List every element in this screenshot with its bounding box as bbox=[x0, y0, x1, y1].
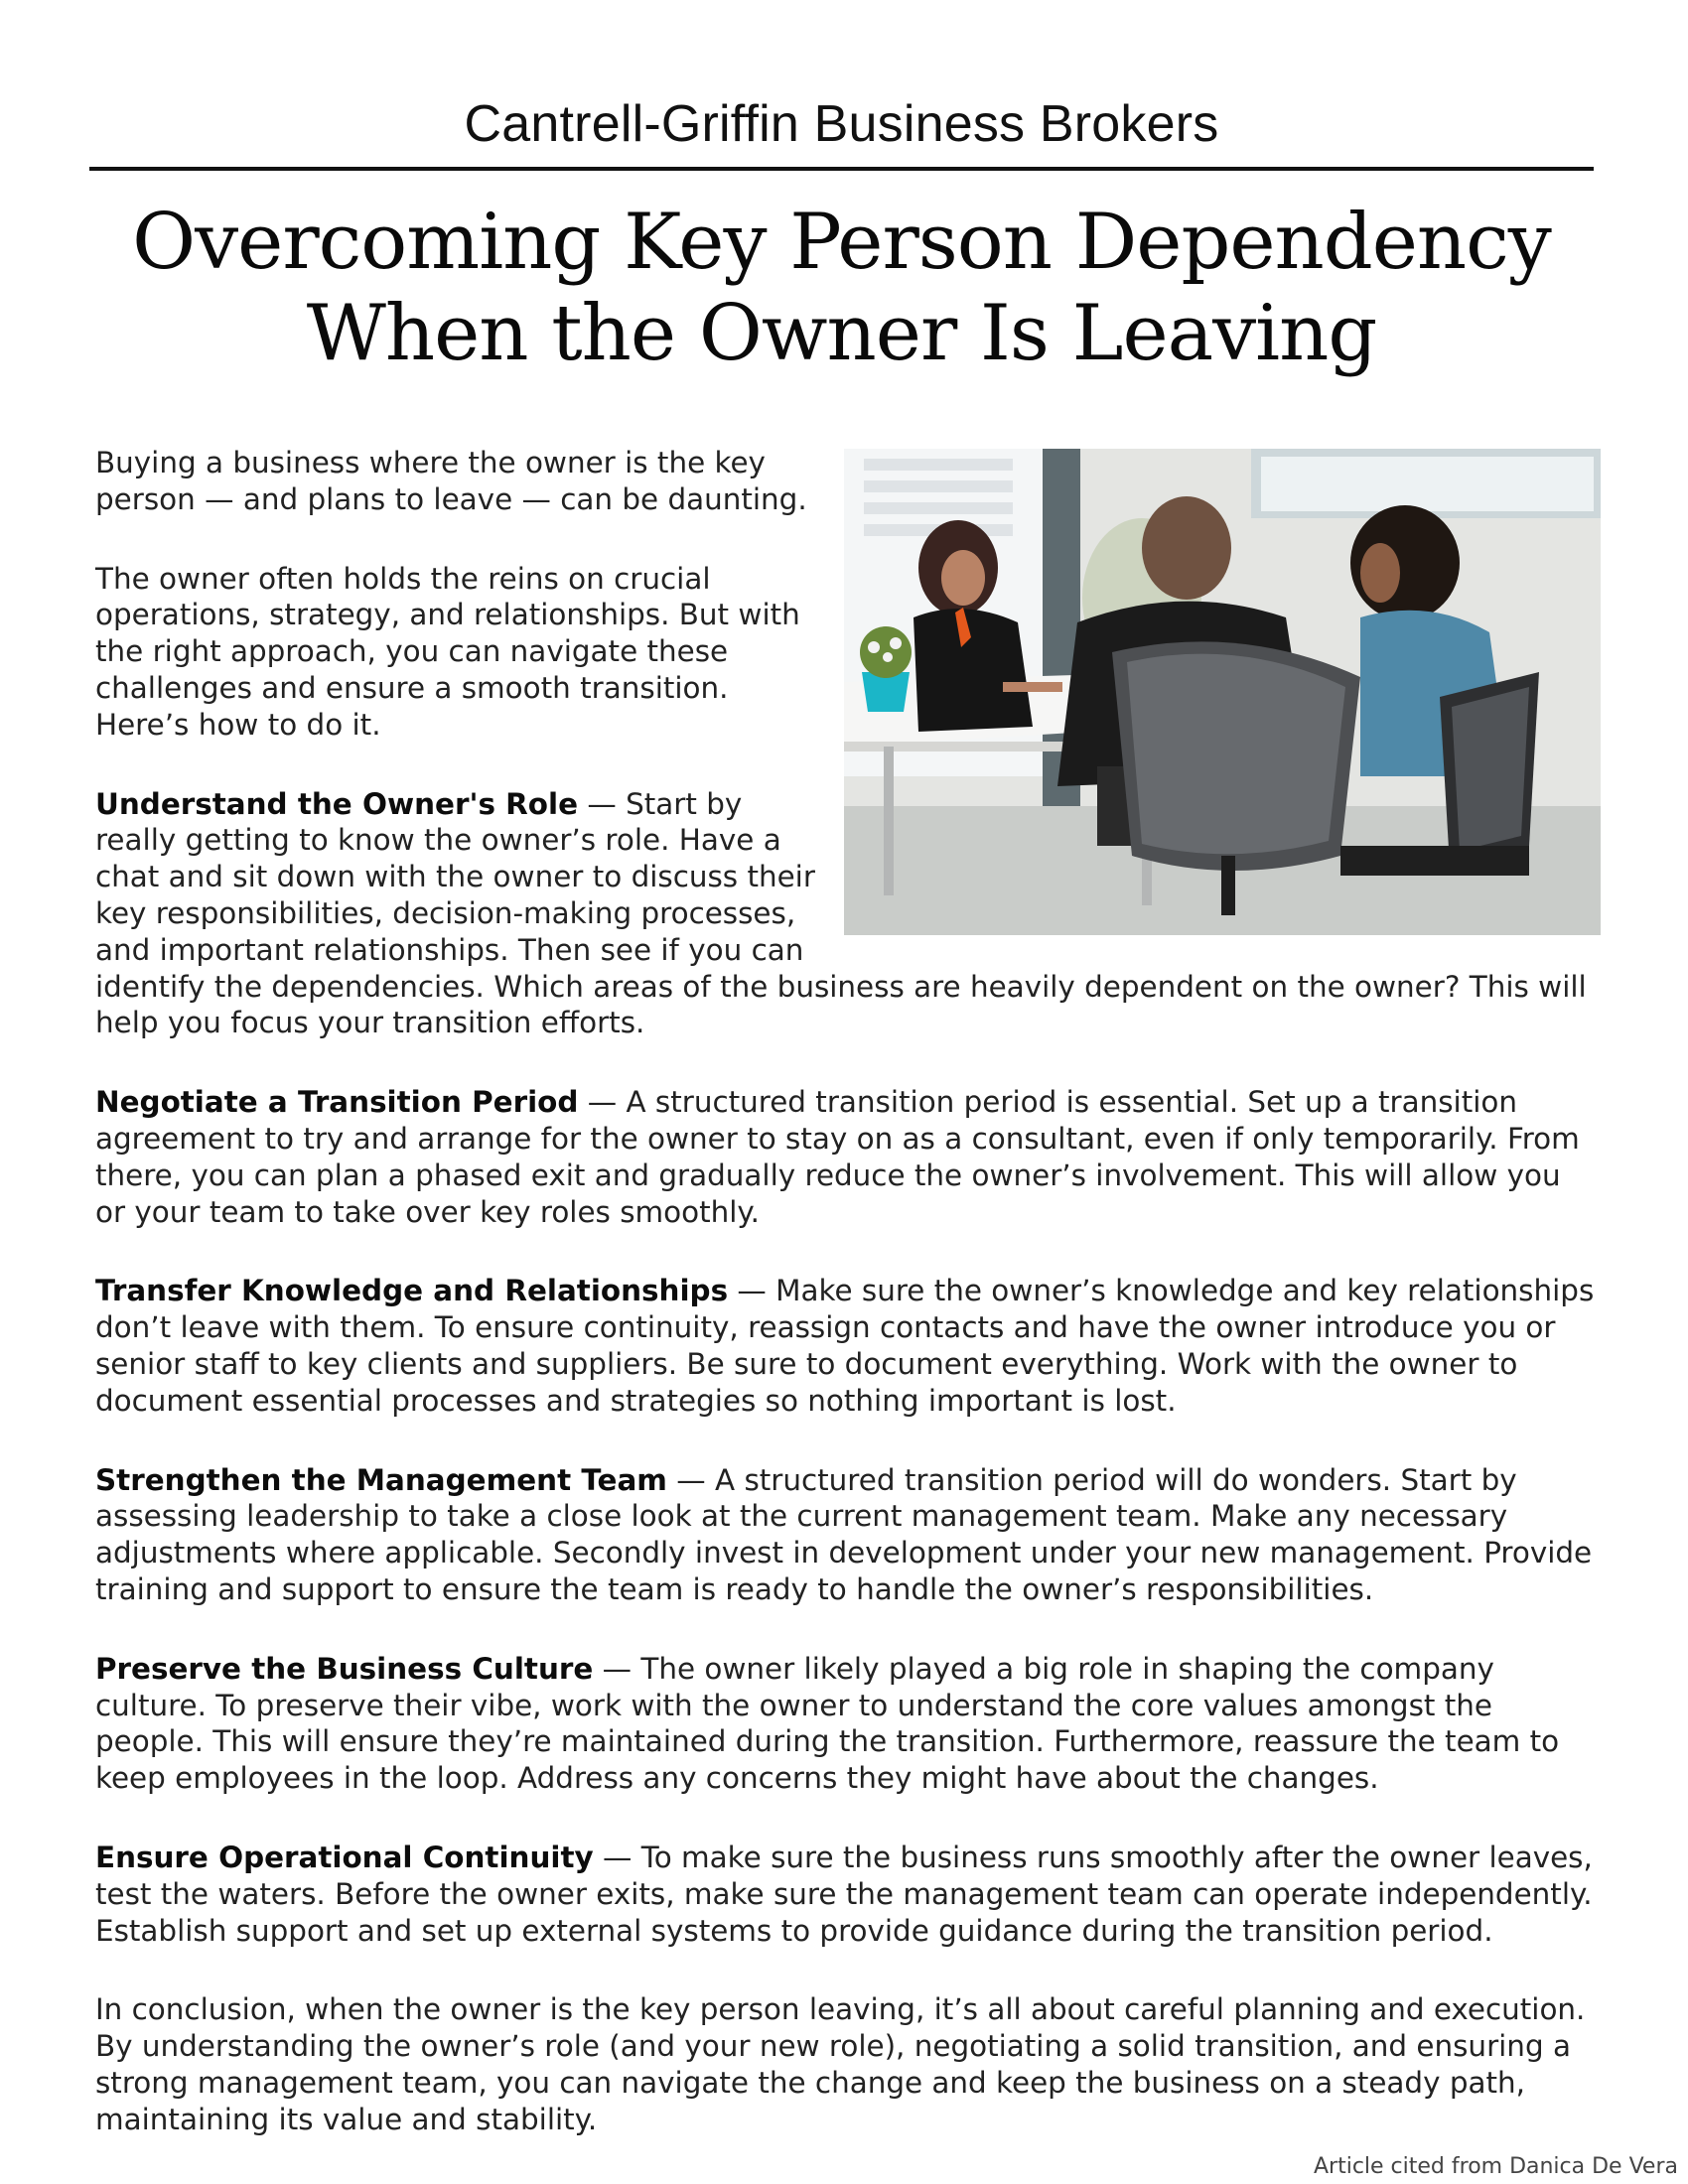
section-text: — The owner likely played a big role in shaping the company culture. To preserve their vibe, work with the owner to understand the core values amongst the people. This will ensure they’re maintained during the transition. Furthermore, reassure the team to keep employees in the loop. Address any concerns they might have about the changes. bbox=[95, 1651, 1560, 1796]
section-transfer-knowledge bbox=[95, 1273, 1595, 1419]
intro-paragraph-1: Buying a business where the owner is the key person — and plans to leave — can be daunting. bbox=[95, 446, 807, 516]
section-heading: Transfer Knowledge and Relationships bbox=[95, 1274, 729, 1308]
article-body bbox=[95, 445, 1595, 2180]
section-heading: Understand the Owner's Role bbox=[95, 786, 579, 821]
section-text: — A structured transition period is essential. Set up a transition agreement to try and arrange for the owner to stay on as a consultant, even if only temporarily. From there, you can plan a phased exit and gradually reduce the owner’s involvement. This will allow you or your team to take over key roles smoothly. bbox=[95, 1085, 1580, 1229]
title-line-1: Overcoming Key Person Dependency bbox=[132, 198, 1551, 287]
section-heading: Ensure Operational Continuity bbox=[95, 1840, 594, 1874]
title-line-2: When the Owner Is Leaving bbox=[306, 289, 1377, 379]
section-text: — Make sure the owner’s knowledge and key relationships don’t leave with them. To ensure continuity, reassign contacts and have the owner introduce you or senior staff to key clients and suppliers. Be sure to document everything. Work with the owner to document essential processes and strategies so nothing important is lost. bbox=[95, 1274, 1595, 1418]
section-preserve-culture bbox=[95, 1651, 1595, 1797]
article-citation: Article cited from Danica De Vera bbox=[1313, 2154, 1678, 2179]
section-heading: Negotiate a Transition Period bbox=[95, 1085, 579, 1120]
section-text: — A structured transition period will do wonders. Start by assessing leadership to take a close look at the current management team. Make any necessary adjustments where applicable. Secondly invest in development under your new management. Provide training and support to ensure the team is ready to handle the owner’s responsibilities. bbox=[95, 1462, 1593, 1606]
section-heading: Preserve the Business Culture bbox=[95, 1651, 594, 1686]
company-name: Cantrell-Griffin Business Brokers bbox=[464, 95, 1219, 153]
header-divider bbox=[89, 167, 1594, 171]
article-title bbox=[89, 197, 1594, 379]
section-operational-continuity bbox=[95, 1840, 1595, 1949]
section-text: — To make sure the business runs smoothly after the owner leaves, test the waters. Before the owner exits, make sure the management team can operate independently. Establish support and set up external systems to provide guidance during the transition period. bbox=[95, 1840, 1593, 1948]
section-strengthen-management bbox=[95, 1462, 1595, 1608]
intro-paragraph-2: The owner often holds the reins on crucial operations, strategy, and relationships. But with the right approach, you can navigate these challenges and ensure a smooth transition. Here’s how to do it. bbox=[95, 561, 800, 742]
section-negotiate-transition bbox=[95, 1084, 1595, 1230]
section-heading: Strengthen the Management Team bbox=[95, 1462, 667, 1497]
office-meeting-photo bbox=[844, 449, 1601, 935]
conclusion-paragraph: In conclusion, when the owner is the key person leaving, it’s all about careful planning and execution. By understanding the owner’s role (and your new role), negotiating a solid transition, and ensuring a strong management team, you can navigate the change and keep the business on a steady path, maintaining its value and stability. bbox=[95, 1992, 1586, 2136]
section-text: — Start by really getting to know the owner’s role. Have a chat and sit down with the owner to discuss their key responsibilities, decision-making processes, and important relationships. Then see if you can identify the dependencies. Which areas of the business are heavily dependent on the owner? This will help you focus your transition efforts. bbox=[95, 786, 1587, 1040]
